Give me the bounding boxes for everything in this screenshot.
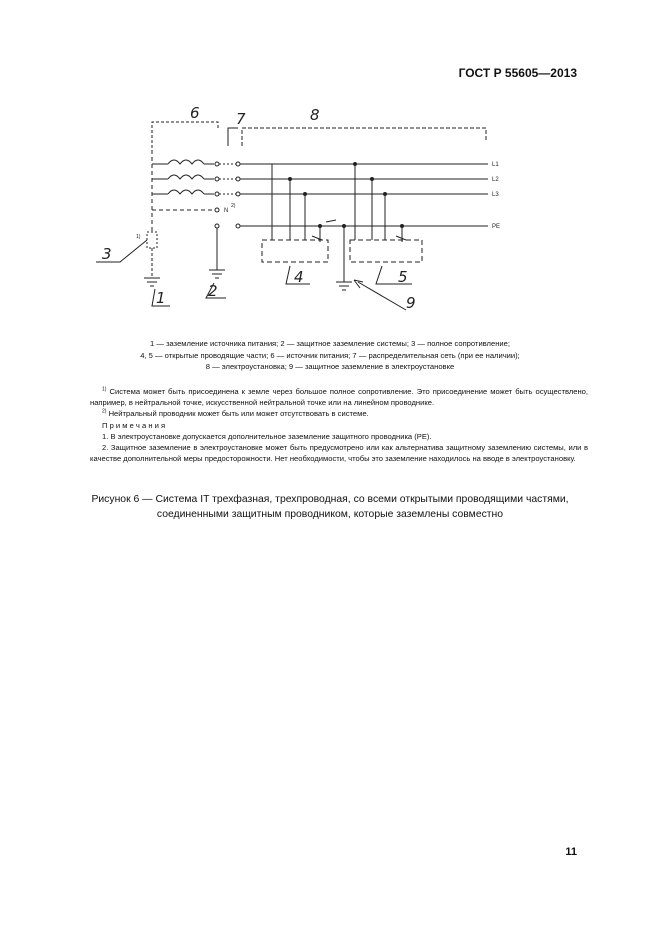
neutral-label: N [224,208,229,214]
caption-line: Рисунок 6 — Система IT трехфазная, трехпроводная, со всеми открытыми проводящими частями, [91,494,569,505]
footnote-2 [90,408,588,419]
line-label-l3: L3 [492,192,499,198]
footnote-1 [90,386,588,408]
figure-legend [60,338,600,373]
footnote-2-mark: 2) [102,408,107,415]
page-number: 11 [565,846,577,858]
callout-9: 9 [406,294,416,312]
footnote-1-text: Система может быть присоединена к земле через большое полное сопротивление. Это присоединение может быть осуществлено, например, в нейтральной точке, искусственной нейтральной точке или на линейном проводнике. [90,387,588,408]
callout-7: 7 [236,110,246,128]
note-1: 1. В электроустановке допускается дополнительное заземление защитного проводника (PE). [102,431,432,441]
legend-line: 4, 5 — открытые проводящие части; 6 — источник питания; 7 — распределительная сеть (при ее наличии); [140,350,520,360]
callout-5: 5 [398,268,408,286]
callout-3: 3 [102,245,112,263]
line-label-l1: L1 [492,162,499,168]
line-label-l2: L2 [492,177,499,183]
legend-line: 1 — заземление источника питания; 2 — защитное заземление системы; 3 — полное сопротивление; [150,339,510,348]
neutral-note: 2) [231,203,236,209]
line-label-pe: PE [492,224,501,230]
footnote-1-mark: 1) [102,386,107,393]
callout-1: 1 [156,289,166,307]
impedance-note: 1) [136,234,141,240]
note-2: 2. Защитное заземление в электроустановке может быть предусмотрено или как альтернатива защитному заземлению системы, или в качестве дополнительной меры предосторожности. Нет необходимости, чтобы это заземление находилось на вводе в электроустановку. [90,443,588,464]
caption-line: соединенными защитным проводником, которые заземлены совместно [156,508,504,520]
callout-6: 6 [190,104,200,122]
standard-number: ГОСТ Р 55605—2013 [458,66,577,80]
legend-line: 8 — электроустановка; 9 — защитное заземление в электроустановке [205,362,455,372]
callout-8: 8 [310,106,320,124]
it-system-diagram [0,0,661,330]
figure-caption [40,493,620,522]
notes-heading: П р и м е ч а н и я [102,420,166,430]
callout-2: 2 [208,282,218,300]
figure-footnotes [90,386,588,464]
callout-4: 4 [294,268,304,286]
footnote-2-text: Нейтральный проводник может быть или может отсутствовать в системе. [108,409,369,419]
